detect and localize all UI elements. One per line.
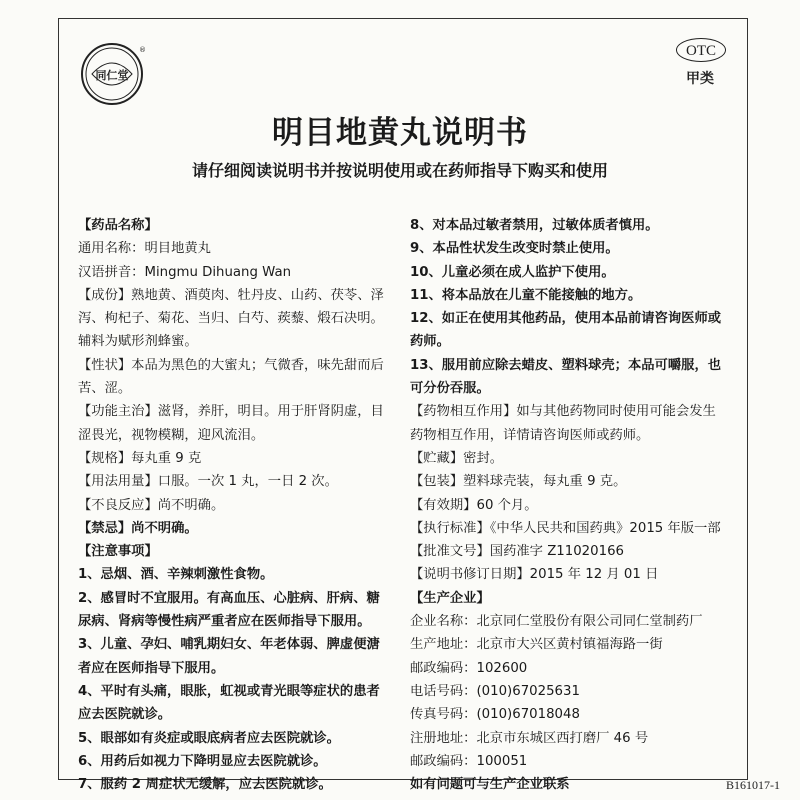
otc-badge: OTC	[676, 38, 726, 62]
text-line: 13、服用前应除去蜡皮、塑料球壳；本品可嚼服，也	[410, 357, 722, 373]
text-line: 生产地址：北京市大兴区黄村镇福海路一街	[410, 637, 663, 653]
text-line: 【说明书修订日期】2015 年 12 月 01 日	[410, 567, 659, 583]
svg-text:®: ®	[139, 46, 146, 54]
text-line: 邮政编码：100051	[410, 753, 528, 769]
text-line: 【成份】熟地黄、酒萸肉、牡丹皮、山药、茯苓、泽	[78, 287, 384, 303]
text-line: 苦、涩。	[78, 381, 132, 397]
text-line: 涩畏光，视物模糊，迎风流泪。	[78, 427, 265, 443]
text-line: 汉语拼音：Mingmu Dihuang Wan	[78, 264, 292, 280]
text-line: 9、本品性状发生改变时禁止使用。	[410, 241, 619, 257]
text-line: 10、儿童必须在成人监护下使用。	[410, 264, 615, 280]
text-line: 【药物相互作用】如与其他药物同时使用可能会发生	[410, 404, 716, 420]
text-line: 【性状】本品为黑色的大蜜丸；气微香，味先甜而后	[78, 357, 384, 373]
text-line: 药物相互作用，详情请咨询医师或药师。	[410, 427, 650, 443]
text-line: 【批准文号】国药准字 Z11020166	[410, 544, 624, 560]
right-column	[410, 214, 732, 796]
text-line: 可分份吞服。	[410, 381, 490, 397]
text-line: 【生产企业】	[410, 590, 490, 606]
text-line: 7、服药 2 周症状无缓解，应去医院就诊。	[78, 777, 332, 793]
text-line: 6、用药后如视力下降明显应去医院就诊。	[78, 753, 327, 769]
text-line: 【贮藏】密封。	[410, 450, 504, 466]
otc-class-label: 甲类	[686, 71, 714, 87]
left-column	[78, 214, 393, 796]
text-line: 【用法用量】口服。一次 1 丸，一日 2 次。	[78, 474, 338, 490]
text-line: 12、如正在使用其他药品，使用本品前请咨询医师或	[410, 311, 722, 327]
text-line: 企业名称：北京同仁堂股份有限公司同仁堂制药厂	[410, 614, 703, 630]
text-line: 【执行标准】《中华人民共和国药典》2015 年版一部	[410, 520, 721, 536]
document-subtitle: 请仔细阅读说明书并按说明使用或在药师指导下购买和使用	[191, 161, 608, 180]
text-line: 如有问题可与生产企业联系	[410, 777, 570, 793]
text-line: 8、对本品过敏者禁用，过敏体质者慎用。	[410, 218, 659, 233]
text-line: 【注意事项】	[78, 544, 158, 560]
text-line: 2、感冒时不宜服用。有高血压、心脏病、肝病、糖	[78, 590, 380, 606]
text-line: 【药品名称】	[78, 218, 158, 233]
logo-text: 同仁堂	[95, 69, 129, 82]
text-line: 【不良反应】尚不明确。	[78, 497, 225, 513]
text-line: 【有效期】60 个月。	[410, 497, 538, 513]
text-line: 泻、枸杞子、菊花、当归、白芍、蒺藜、煅石决明。	[78, 311, 384, 327]
text-line: 【功能主治】滋肾，养肝，明目。用于肝肾阴虚，目	[78, 404, 384, 420]
text-line: 1、忌烟、酒、辛辣刺激性食物。	[78, 567, 274, 583]
text-line: 应去医院就诊。	[78, 707, 172, 723]
text-line: 者应在医师指导下服用。	[78, 660, 225, 676]
text-line: 注册地址：北京市东城区西打磨厂 46 号	[410, 730, 649, 746]
text-line: 4、平时有头痛，眼胀，虹视或青光眼等症状的患者	[78, 683, 380, 699]
text-line: 传真号码：(010)67018048	[410, 707, 580, 723]
text-line: 通用名称：明目地黄丸	[78, 241, 211, 257]
text-line: 3、儿童、孕妇、哺乳期妇女、年老体弱、脾虚便溏	[78, 637, 380, 653]
text-line: 尿病、肾病等慢性病严重者应在医师指导下服用。	[78, 614, 371, 630]
text-line: 辅料为赋形剂蜂蜜。	[78, 334, 198, 350]
footer-code: B161017-1	[726, 778, 780, 792]
text-line: 邮政编码：102600	[410, 660, 528, 676]
text-line: 电话号码：(010)67025631	[410, 683, 580, 699]
text-line: 药师。	[410, 334, 450, 350]
text-line: 【规格】每丸重 9 克	[78, 450, 202, 466]
text-line: 5、眼部如有炎症或眼底病者应去医院就诊。	[78, 730, 340, 746]
text-line: 【禁忌】尚不明确。	[78, 520, 198, 536]
otc-block	[674, 38, 726, 88]
text-line: 11、将本品放在儿童不能接触的地方。	[410, 287, 642, 303]
text-line: 【包装】塑料球壳装，每丸重 9 克。	[410, 474, 627, 490]
tongrentang-logo	[80, 42, 144, 106]
document-title: 明目地黄丸说明书	[272, 115, 528, 151]
